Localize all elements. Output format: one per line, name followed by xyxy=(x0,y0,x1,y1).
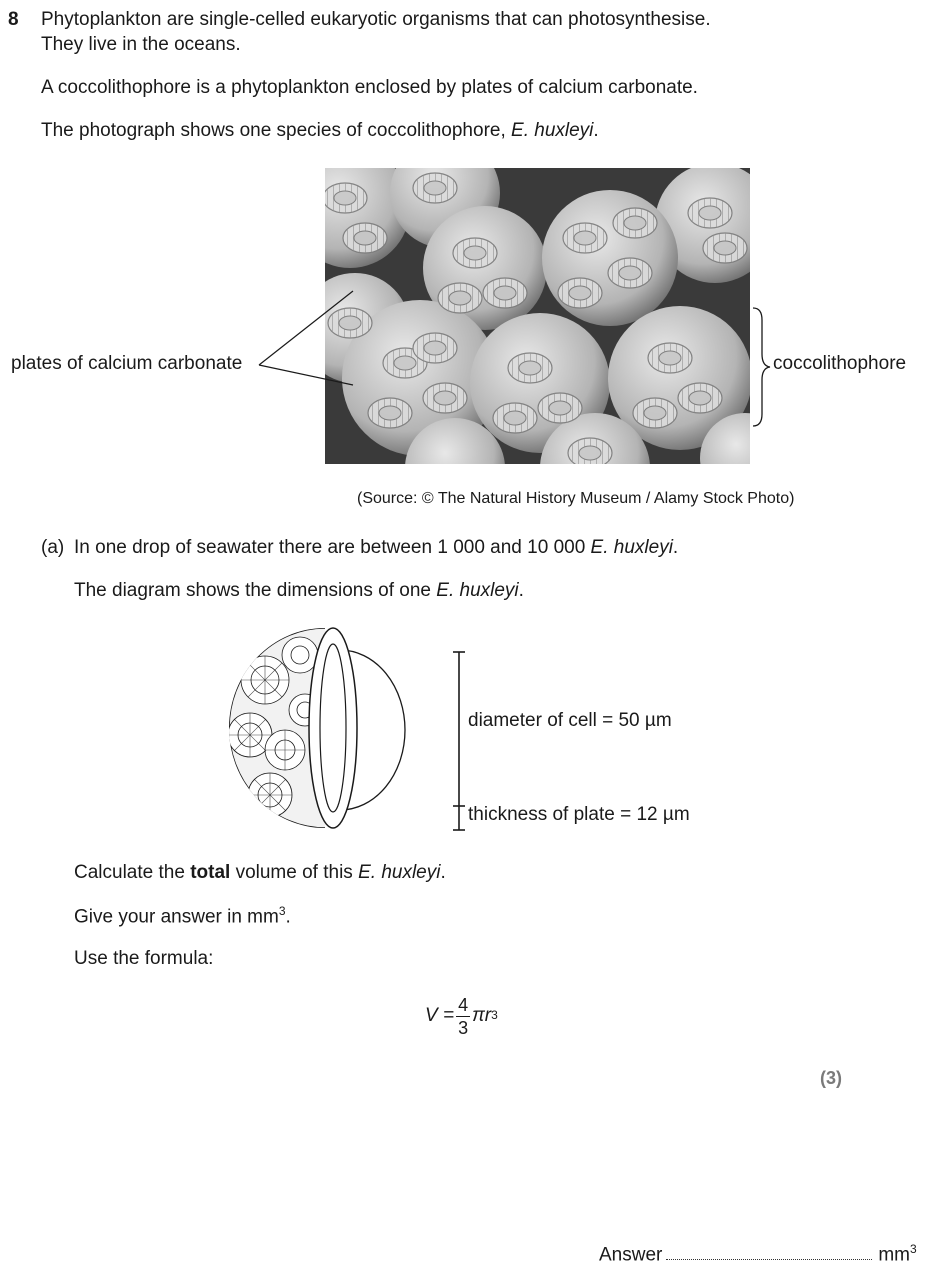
calc-suffix: volume of this xyxy=(235,862,353,883)
period: . xyxy=(440,862,446,883)
intro-line-3: A coccolithophore is a phytoplankton enclosed by plates of calcium carbonate. xyxy=(41,77,698,98)
formula-fraction xyxy=(456,996,470,1037)
give-answer-instruction xyxy=(74,904,291,930)
cell-cutaway-diagram xyxy=(225,625,415,835)
formula-rhs: πr xyxy=(472,1005,492,1027)
coccolithophore-brace xyxy=(750,306,772,428)
part-a-line-2-text: The diagram shows the dimensions of one xyxy=(74,580,431,601)
photo-source: (Source: © The Natural History Museum / Alamy Stock Photo) xyxy=(357,490,795,507)
intro-line-1: Phytoplankton are single-celled eukaryotic organisms that can photosynthesise. xyxy=(41,9,711,30)
calc-bold: total xyxy=(190,862,231,883)
species-name: E. huxleyi xyxy=(511,120,594,141)
answer-label: Answer xyxy=(599,1244,663,1266)
period: . xyxy=(285,906,291,928)
part-a-line-2 xyxy=(74,579,524,604)
formula-power: 3 xyxy=(491,1008,498,1022)
answer-line xyxy=(599,1242,917,1268)
calculate-instruction xyxy=(74,861,446,886)
answer-input[interactable] xyxy=(666,1259,872,1260)
label-plates-calcium-carbonate: plates of calcium carbonate xyxy=(11,353,243,374)
label-coccolithophore: coccolithophore xyxy=(773,353,907,374)
diameter-label: diameter of cell = 50 µm xyxy=(468,710,672,731)
marks-indicator: (3) xyxy=(820,1068,842,1088)
intro-line-2: They live in the oceans. xyxy=(41,34,241,55)
species-name: E. huxleyi xyxy=(590,537,673,558)
period: . xyxy=(518,580,524,601)
formula-denominator: 3 xyxy=(458,1018,469,1038)
label-pointer-lines xyxy=(255,285,375,395)
thickness-label: thickness of plate = 12 µm xyxy=(468,804,690,825)
superscript-3: 3 xyxy=(278,904,286,918)
period: . xyxy=(593,120,599,141)
calc-prefix: Calculate the xyxy=(74,862,185,883)
part-a-line-1-text: In one drop of seawater there are between 1 000 and 10 000 xyxy=(74,537,586,558)
volume-formula xyxy=(425,996,498,1037)
answer-unit: mm xyxy=(878,1244,911,1266)
part-a-line-1 xyxy=(74,536,678,561)
formula-numerator: 4 xyxy=(458,995,469,1015)
intro-line-4-text: The photograph shows one species of coccolithophore, xyxy=(41,120,506,141)
give-answer-text: Give your answer in mm xyxy=(74,906,279,928)
species-name: E. huxleyi xyxy=(358,862,441,883)
period: . xyxy=(672,537,679,558)
dimension-bar xyxy=(448,650,470,832)
answer-unit-superscript: 3 xyxy=(910,1242,917,1256)
species-name: E. huxleyi xyxy=(436,580,519,601)
coccolithophore-photograph xyxy=(325,168,750,464)
use-formula-label: Use the formula: xyxy=(74,948,214,969)
question-number: 8 xyxy=(8,9,19,30)
part-a-label: (a) xyxy=(41,537,65,558)
intro-line-4 xyxy=(41,119,599,144)
formula-lhs: V = xyxy=(425,1005,455,1027)
